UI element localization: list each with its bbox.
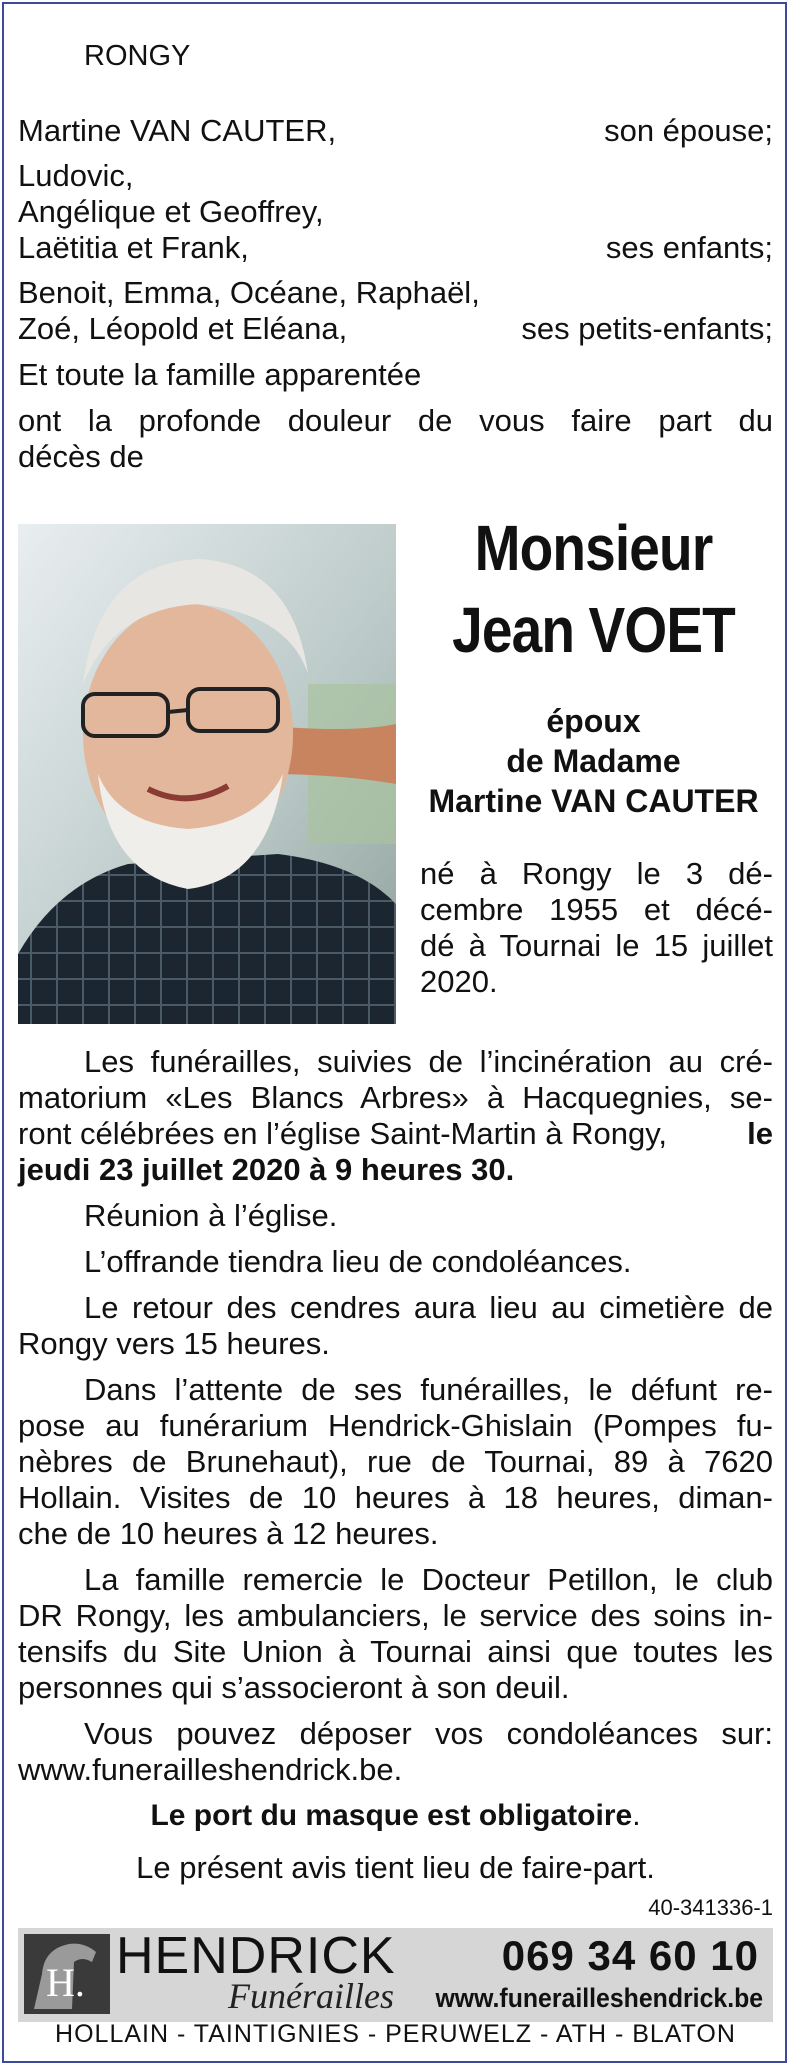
funeral-date-bold-a: le (747, 1116, 773, 1151)
remerciements-line-4: personnes qui s’associeront à son deuil. (18, 1670, 570, 1705)
funeral-date-bold-b: jeudi 23 juillet 2020 à 9 heures 30. (18, 1152, 515, 1187)
condoleances-link[interactable]: www.funerailleshendrick.be. (18, 1752, 403, 1787)
faire-part-notice: Le présent avis tient lieu de faire-part. (136, 1850, 655, 1885)
funeral-home-banner (18, 1928, 773, 2048)
bio-line-2: cembre 1955 et décé- (420, 892, 773, 927)
horse-logo-icon (24, 1934, 110, 2014)
attente-line-3: nèbres de Brunehaut), rue de Tournai, 89 à 7620 (18, 1444, 773, 1479)
locality-heading: RONGY (84, 40, 191, 72)
masque-dot: . (632, 1799, 641, 1832)
attente-line-4: Hollain. Visites de 10 heures à 18 heures, diman- (18, 1480, 773, 1515)
relation-line-2: de Madame (506, 743, 681, 779)
remerciements-line-1: La famille remercie le Docteur Petillon, le club (84, 1562, 773, 1597)
bio-line-4: 2020. (420, 964, 498, 999)
grandchildren-role: ses petits-enfants; (521, 311, 773, 346)
masque-notice (0, 1798, 791, 1834)
funeral-line-3-text: ront célébrées en l’église Saint-Martin à Rongy, (18, 1116, 668, 1151)
brand-name: HENDRICK (116, 1927, 396, 1985)
attente-line-1: Dans l’attente de ses funérailles, le défunt re- (84, 1372, 773, 1407)
footer-website[interactable]: www.funerailleshendrick.be (435, 1983, 763, 2013)
relation-line-3: Martine VAN CAUTER (428, 783, 759, 819)
offrande-line: L’offrande tiendra lieu de condoléances. (84, 1244, 632, 1279)
announcement-line-2: décès de (18, 439, 144, 474)
spouse-name: Martine VAN CAUTER, (18, 113, 337, 148)
deceased-name: Jean VOET (452, 594, 735, 666)
relation-line-1: époux (546, 703, 641, 739)
children-role: ses enfants; (605, 230, 773, 265)
child-1: Ludovic, (18, 158, 134, 193)
funeral-line-3 (18, 1115, 773, 1152)
remerciements-line-3: tensifs du Site Union à Tournai ainsi que toutes les (18, 1634, 773, 1669)
funeral-line-1: Les funérailles, suivies de l’incinération au cré- (84, 1044, 773, 1079)
logo-badge (24, 1934, 110, 2014)
grandchildren-2: Zoé, Léopold et Eléana, (18, 311, 348, 346)
attente-line-5: che de 10 heures à 12 heures. (18, 1516, 439, 1551)
phone-number[interactable]: 069 34 60 10 (501, 1932, 759, 1979)
cendres-line-1: Le retour des cendres aura lieu au cimetière de (84, 1290, 773, 1325)
spouse-role: son épouse; (604, 113, 773, 148)
reunion-line: Réunion à l’église. (84, 1198, 338, 1233)
announcement-line-1: ont la profonde douleur de vous faire part du (18, 403, 773, 438)
cendres-line-2: Rongy vers 15 heures. (18, 1326, 330, 1361)
locations-list: HOLLAIN - TAINTIGNIES - PERUWELZ - ATH - BLATON (55, 2020, 736, 2048)
child-2: Angélique et Geoffrey, (18, 194, 324, 229)
remerciements-line-2: DR Rongy, les ambulanciers, le service des soins in- (18, 1598, 773, 1633)
masque-text: Le port du masque est obligatoire (150, 1799, 633, 1832)
brand-tagline: Funérailles (228, 1976, 394, 2016)
bio-line-1: né à Rongy le 3 dé- (420, 856, 773, 891)
condoleances-line-1: Vous pouvez déposer vos condoléances sur: (84, 1716, 773, 1751)
bio-line-3: dé à Tournai le 15 juillet (420, 928, 773, 963)
deceased-title: Monsieur (474, 512, 713, 584)
grandchildren-1: Benoit, Emma, Océane, Raphaël, (18, 275, 480, 310)
funeral-line-2: matorium «Les Blancs Arbres» à Hacquegnies, se- (18, 1080, 773, 1115)
portrait-photo (18, 524, 396, 1024)
reference-number: 40-341336-1 (648, 1895, 773, 1920)
child-3: Laëtitia et Frank, (18, 230, 249, 265)
logo-letter: H. (46, 1960, 85, 2005)
attente-line-2: pose au funérarium Hendrick-Ghislain (Pompes fu- (18, 1408, 773, 1443)
extended-family: Et toute la famille apparentée (18, 357, 422, 392)
